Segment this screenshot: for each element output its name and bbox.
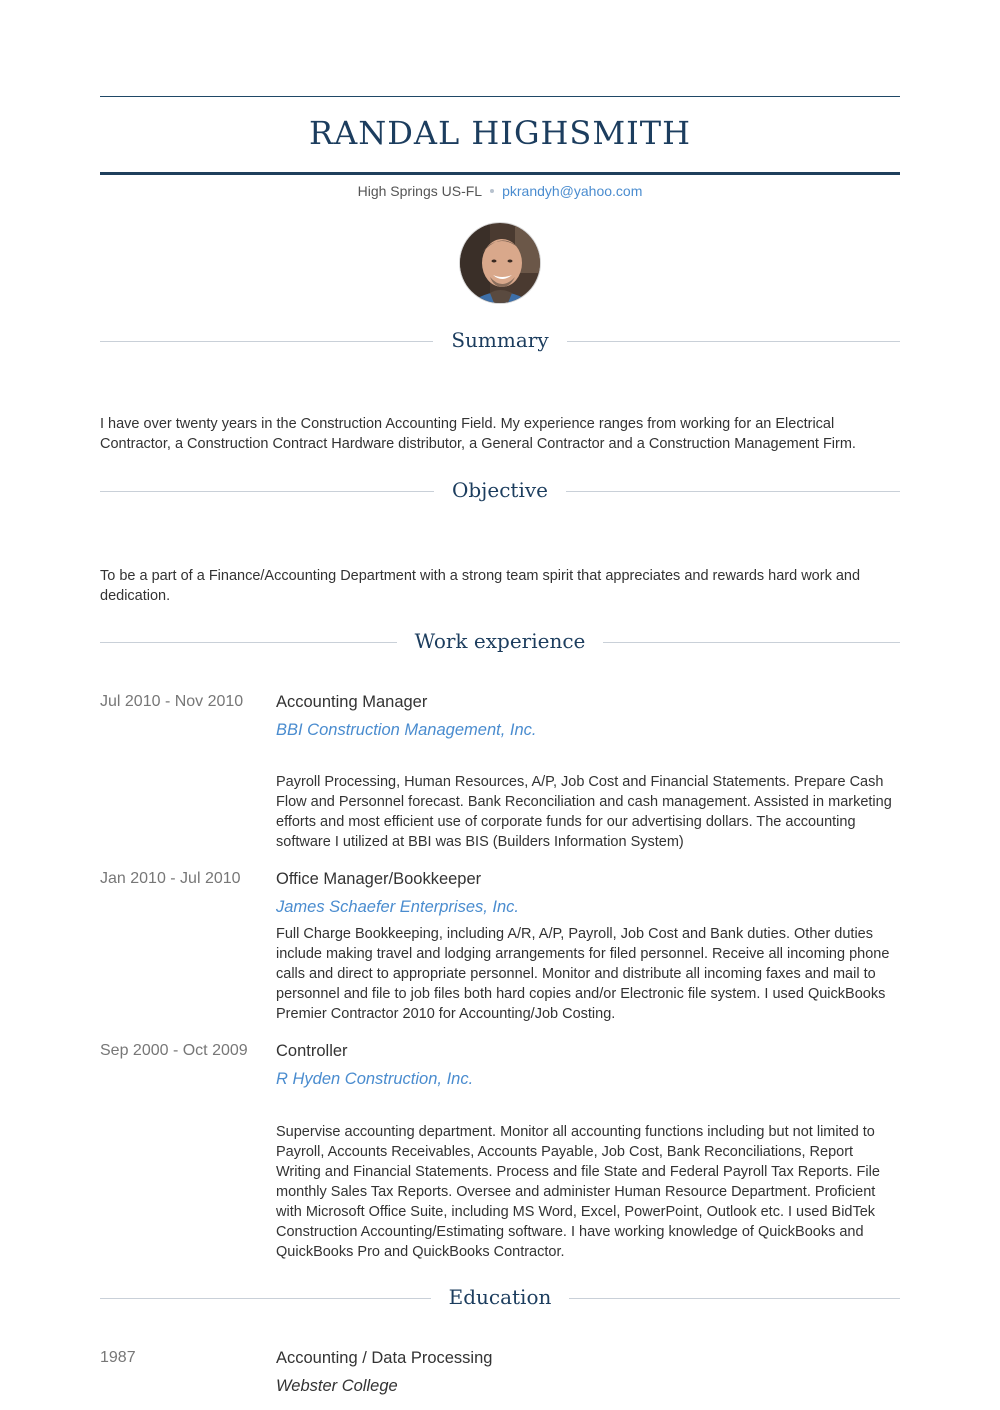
divider-line xyxy=(567,341,900,342)
education-degree: Accounting / Data Processing xyxy=(276,1349,493,1367)
candidate-name: RANDAL HIGHSMITH xyxy=(309,114,691,152)
education-year: 1987 xyxy=(100,1349,136,1366)
objective-section-header xyxy=(100,476,900,506)
job-dates: Jan 2010 - Jul 2010 xyxy=(100,870,241,887)
education-section-header xyxy=(100,1283,900,1313)
summary-text: I have over twenty years in the Construction Accounting Field. My experience ranges from working for an Electrical Contractor, a Construction Contract Hardware distributor, a General Contractor and a Construction Management Firm. xyxy=(100,416,856,452)
job-company: BBI Construction Management, Inc. xyxy=(276,721,537,739)
objective-title: Objective xyxy=(451,478,548,502)
summary-section-header xyxy=(100,326,900,356)
email-link[interactable]: pkrandyh@yahoo.com xyxy=(502,183,643,199)
work-section-header xyxy=(100,627,900,657)
job-company: James Schaefer Enterprises, Inc. xyxy=(276,898,520,916)
location: High Springs US-FL xyxy=(357,183,483,199)
job-dates: Jul 2010 - Nov 2010 xyxy=(100,693,244,710)
objective-text: To be a part of a Finance/Accounting Department with a strong team spirit that appreciates and rewards hard work and dedication. xyxy=(100,568,861,604)
divider-line xyxy=(603,642,900,643)
job-title: Controller xyxy=(276,1042,348,1060)
job-title: Accounting Manager xyxy=(276,693,428,711)
job-title: Office Manager/Bookkeeper xyxy=(276,870,482,888)
resume-page xyxy=(100,0,900,1410)
summary-title: Summary xyxy=(451,328,549,352)
avatar xyxy=(460,223,540,303)
job-description: Supervise accounting department. Monitor all accounting functions including but not limited to Payroll, Accounts Receivables, Accounts Payable, Job Cost, Bank Reconciliations, Report Writing and Financial Statements. Process and file State and Federal Payroll Tax Reports. File monthly Sales Tax Reports. Oversee and administer Human Resource Department. Proficient with Microsoft Office Suite, including MS Word, Excel, PowerPoint, Outlook etc. I used BidTek Construction Accounting/Estimating software. I have working knowledge of QuickBooks and QuickBooks Pro and QuickBooks Contractor. xyxy=(276,1124,880,1260)
divider-line xyxy=(569,1298,900,1299)
separator-dot-icon xyxy=(490,189,494,193)
header-bottom-rule xyxy=(100,172,900,175)
work-title: Work experience xyxy=(414,629,586,653)
profile-photo-icon xyxy=(460,223,540,303)
job-description: Payroll Processing, Human Resources, A/P, Job Cost and Financial Statements. Prepare Cash Flow and Personnel forecast. Bank Reconciliation and cash management. Assisted in marketing efforts and most efficient use of corporate funds for our advertising dollars. The accounting software I utilized at BBI was BIS (Builders Information System) xyxy=(276,774,892,850)
job-description: Full Charge Bookkeeping, including A/R, A/P, Payroll, Job Cost and Bank duties. Other duties include making travel and lodging arrangements for filed personnel. Receive all incoming phone calls and direct to appropriate personnel. Monitor and distribute all incoming faxes and mail to personnel and file to job files both hard copies and/or Electronic file system. I used QuickBooks Premier Contractor 2010 for Accounting/Job Costing. xyxy=(276,926,890,1022)
header-top-rule xyxy=(100,96,900,97)
education-school: Webster College xyxy=(276,1377,398,1395)
education-title: Education xyxy=(448,1285,552,1309)
job-company: R Hyden Construction, Inc. xyxy=(276,1070,474,1088)
contact-line xyxy=(100,182,900,200)
divider-line xyxy=(566,491,900,492)
job-dates: Sep 2000 - Oct 2009 xyxy=(100,1042,248,1059)
